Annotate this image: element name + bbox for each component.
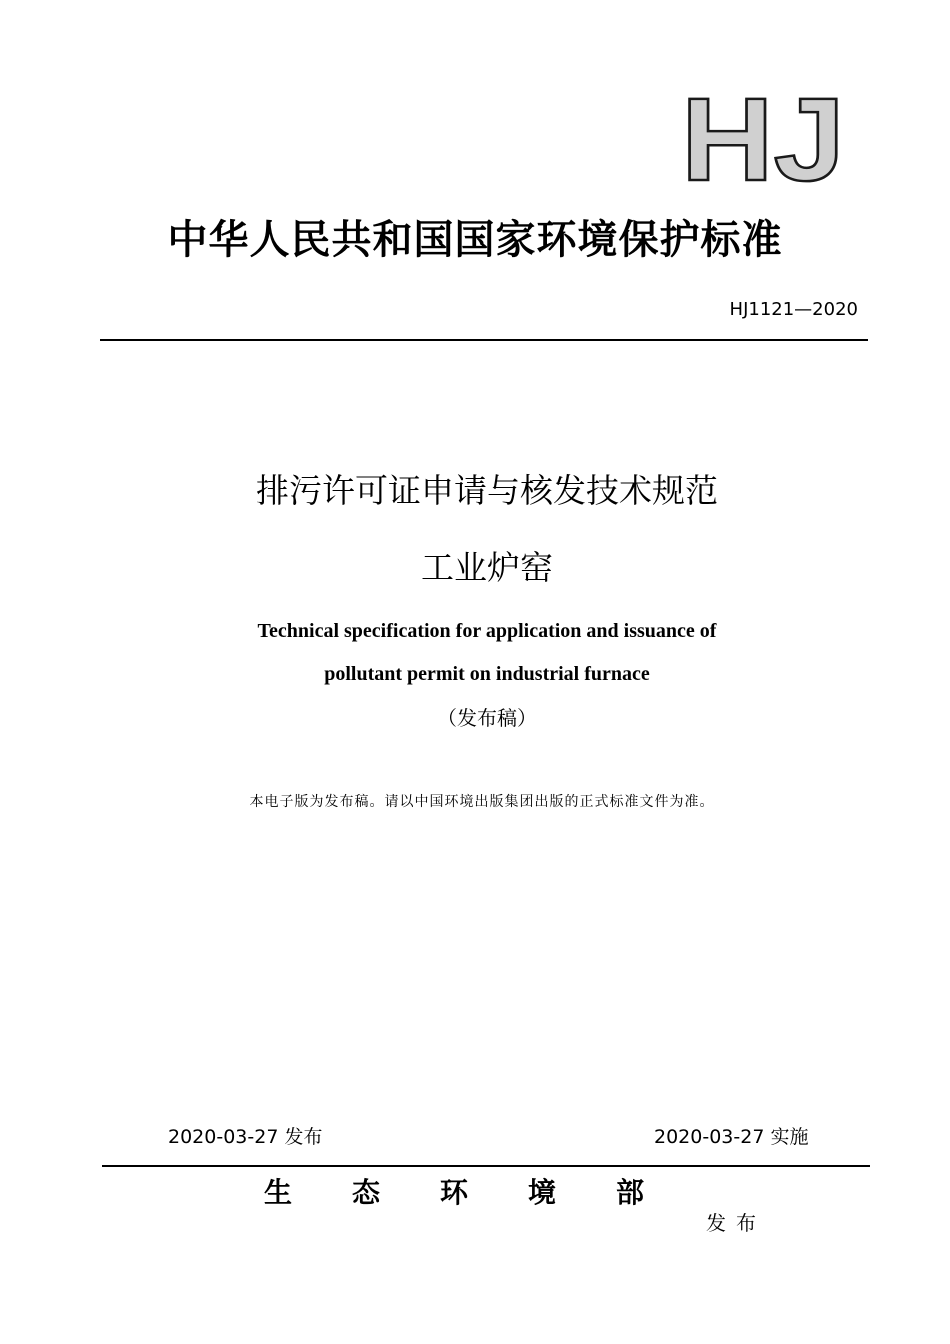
standard-category-title: 中华人民共和国国家环境保护标准: [167, 216, 783, 263]
title-chinese-main: 排污许可证申请与核发技术规范: [256, 471, 718, 510]
bottom-divider: [102, 1165, 870, 1167]
title-english-line-2: pollutant permit on industrial furnace: [324, 663, 650, 685]
top-divider: [100, 339, 868, 341]
standard-number: HJ1121—2020: [729, 299, 858, 320]
implementation-date: 2020-03-27 实施: [654, 1126, 809, 1148]
issuing-authority: 生态环境部: [264, 1176, 705, 1209]
title-chinese-sub: 工业炉窑: [421, 548, 553, 587]
disclaimer-text: 本电子版为发布稿。请以中国环境出版集团出版的正式标准文件为准。: [249, 794, 715, 810]
hj-logo: [678, 90, 848, 186]
publish-label: 发布: [706, 1211, 766, 1235]
issue-date: 2020-03-27 发布: [168, 1126, 323, 1148]
hj-logo-text: HJ: [681, 90, 845, 186]
draft-note: （发布稿）: [437, 706, 537, 730]
title-english-line-1: Technical specification for application and issuance of: [257, 620, 717, 642]
